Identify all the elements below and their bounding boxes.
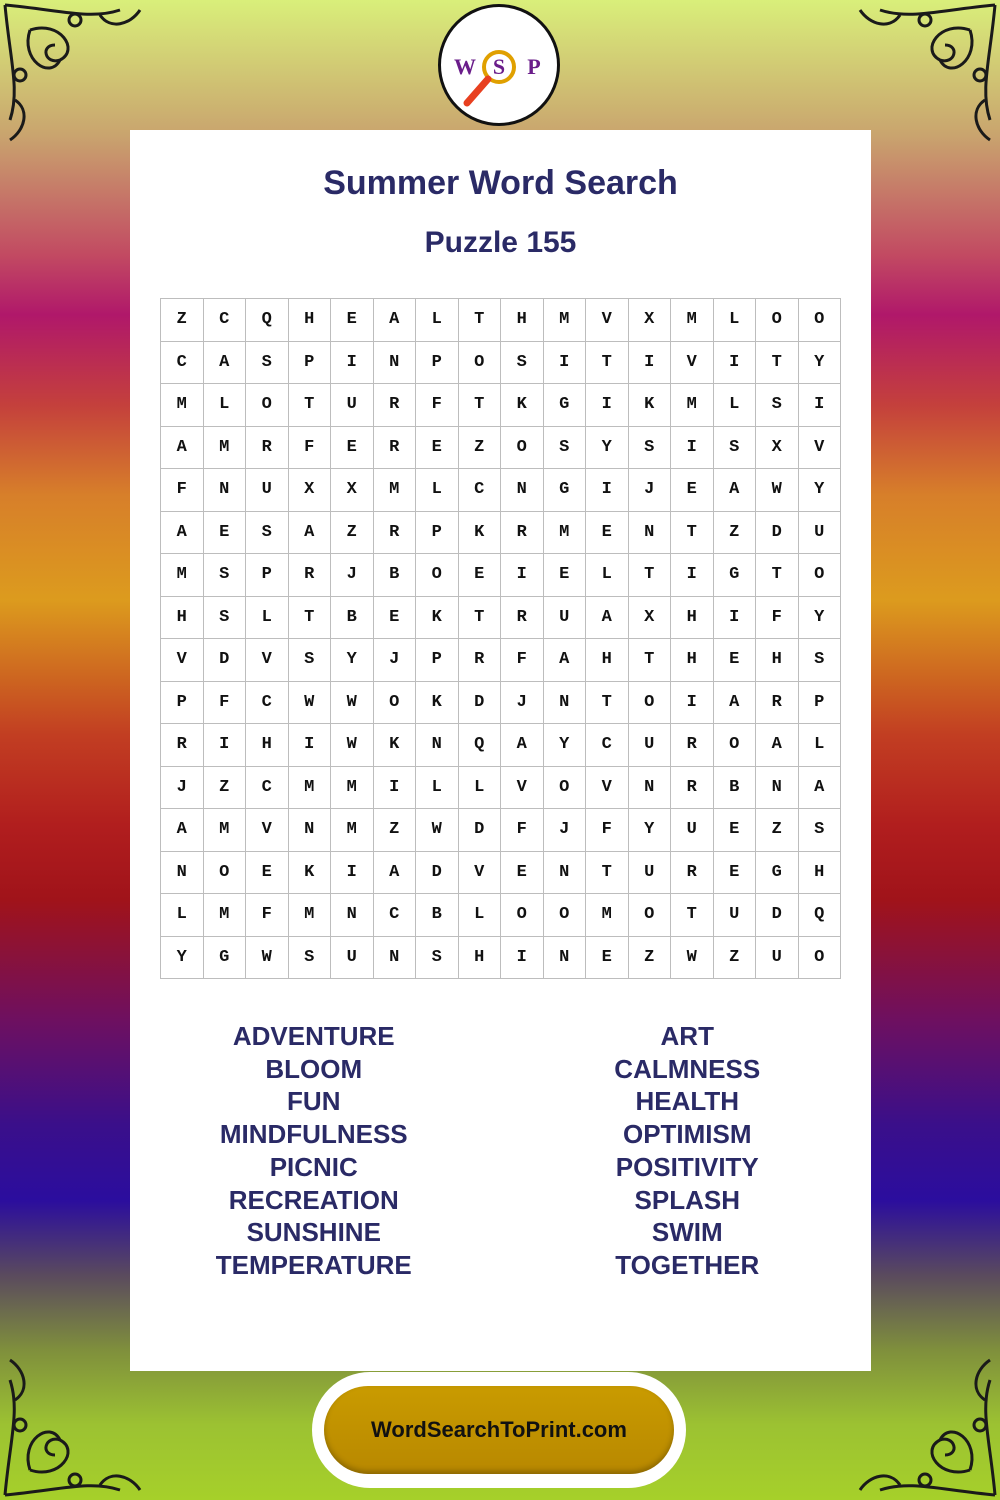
grid-cell[interactable]: U bbox=[629, 724, 672, 767]
grid-cell[interactable]: W bbox=[416, 809, 459, 852]
grid-cell[interactable]: U bbox=[799, 512, 842, 555]
grid-cell[interactable]: J bbox=[501, 682, 544, 725]
grid-cell[interactable]: M bbox=[204, 894, 247, 937]
grid-cell[interactable]: B bbox=[416, 894, 459, 937]
grid-cell[interactable]: M bbox=[289, 767, 332, 810]
grid-cell[interactable]: B bbox=[714, 767, 757, 810]
grid-cell[interactable]: D bbox=[756, 512, 799, 555]
grid-cell[interactable]: N bbox=[629, 767, 672, 810]
grid-cell[interactable]: N bbox=[544, 682, 587, 725]
grid-cell[interactable]: L bbox=[416, 469, 459, 512]
grid-cell[interactable]: G bbox=[204, 937, 247, 980]
grid-cell[interactable]: P bbox=[799, 682, 842, 725]
wsp-logo[interactable] bbox=[438, 4, 560, 126]
grid-cell[interactable]: H bbox=[289, 299, 332, 342]
grid-cell[interactable]: T bbox=[756, 554, 799, 597]
grid-cell[interactable]: C bbox=[374, 894, 417, 937]
grid-cell[interactable]: Z bbox=[459, 427, 502, 470]
grid-cell[interactable]: O bbox=[756, 299, 799, 342]
grid-cell[interactable]: J bbox=[161, 767, 204, 810]
grid-cell[interactable]: V bbox=[671, 342, 714, 385]
grid-cell[interactable]: W bbox=[756, 469, 799, 512]
search-word: RECREATION bbox=[228, 1184, 399, 1215]
grid-cell[interactable]: S bbox=[289, 639, 332, 682]
grid-cell[interactable]: V bbox=[586, 299, 629, 342]
grid-cell[interactable]: T bbox=[586, 342, 629, 385]
grid-cell[interactable]: I bbox=[714, 597, 757, 640]
grid-cell[interactable]: E bbox=[459, 554, 502, 597]
grid-cell[interactable]: Y bbox=[799, 597, 842, 640]
grid-cell[interactable]: P bbox=[161, 682, 204, 725]
grid-cell[interactable]: S bbox=[246, 512, 289, 555]
grid-cell[interactable]: I bbox=[671, 682, 714, 725]
grid-cell[interactable]: N bbox=[289, 809, 332, 852]
grid-cell[interactable]: O bbox=[799, 554, 842, 597]
grid-cell[interactable]: O bbox=[629, 894, 672, 937]
grid-cell[interactable]: K bbox=[501, 384, 544, 427]
grid-cell[interactable]: X bbox=[331, 469, 374, 512]
grid-cell[interactable]: D bbox=[756, 894, 799, 937]
grid-cell[interactable]: R bbox=[374, 512, 417, 555]
grid-cell[interactable]: E bbox=[714, 809, 757, 852]
grid-cell[interactable]: O bbox=[204, 852, 247, 895]
grid-cell[interactable]: N bbox=[204, 469, 247, 512]
grid-cell[interactable]: R bbox=[756, 682, 799, 725]
grid-cell[interactable]: D bbox=[459, 809, 502, 852]
grid-cell[interactable]: I bbox=[586, 384, 629, 427]
grid-cell[interactable]: I bbox=[501, 937, 544, 980]
grid-cell[interactable]: U bbox=[331, 384, 374, 427]
grid-cell[interactable]: R bbox=[671, 767, 714, 810]
grid-cell[interactable]: A bbox=[204, 342, 247, 385]
grid-cell[interactable]: O bbox=[799, 299, 842, 342]
grid-cell[interactable]: L bbox=[459, 767, 502, 810]
grid-cell[interactable]: A bbox=[161, 427, 204, 470]
grid-cell[interactable]: T bbox=[671, 894, 714, 937]
grid-cell[interactable]: S bbox=[204, 597, 247, 640]
grid-cell[interactable]: L bbox=[204, 384, 247, 427]
grid-cell[interactable]: R bbox=[501, 512, 544, 555]
grid-cell[interactable]: I bbox=[374, 767, 417, 810]
grid-cell[interactable]: J bbox=[374, 639, 417, 682]
grid-cell[interactable]: Y bbox=[629, 809, 672, 852]
grid-cell[interactable]: T bbox=[289, 384, 332, 427]
grid-cell[interactable]: I bbox=[671, 427, 714, 470]
grid-cell[interactable]: N bbox=[544, 852, 587, 895]
grid-cell[interactable]: O bbox=[374, 682, 417, 725]
grid-cell[interactable]: H bbox=[161, 597, 204, 640]
grid-cell[interactable]: E bbox=[331, 299, 374, 342]
search-word: POSITIVITY bbox=[615, 1151, 759, 1182]
grid-cell[interactable]: L bbox=[161, 894, 204, 937]
grid-cell[interactable]: S bbox=[416, 937, 459, 980]
grid-cell[interactable]: U bbox=[246, 469, 289, 512]
grid-cell[interactable]: L bbox=[714, 384, 757, 427]
grid-cell[interactable]: E bbox=[586, 937, 629, 980]
grid-cell[interactable]: I bbox=[671, 554, 714, 597]
grid-cell[interactable]: I bbox=[629, 342, 672, 385]
grid-cell[interactable]: B bbox=[331, 597, 374, 640]
grid-cell[interactable]: P bbox=[246, 554, 289, 597]
grid-cell[interactable]: S bbox=[799, 639, 842, 682]
grid-cell[interactable]: H bbox=[671, 597, 714, 640]
letter-grid bbox=[160, 298, 841, 979]
grid-cell[interactable]: R bbox=[459, 639, 502, 682]
grid-cell[interactable]: Y bbox=[161, 937, 204, 980]
grid-cell[interactable]: Z bbox=[331, 512, 374, 555]
grid-cell[interactable]: R bbox=[671, 724, 714, 767]
grid-cell[interactable]: R bbox=[374, 384, 417, 427]
grid-cell[interactable]: P bbox=[416, 342, 459, 385]
search-word: ADVENTURE bbox=[232, 1021, 395, 1051]
grid-cell[interactable]: Z bbox=[629, 937, 672, 980]
grid-cell[interactable]: K bbox=[289, 852, 332, 895]
grid-cell[interactable]: C bbox=[246, 682, 289, 725]
grid-cell[interactable]: Z bbox=[161, 299, 204, 342]
grid-cell[interactable]: N bbox=[756, 767, 799, 810]
grid-cell[interactable]: X bbox=[629, 299, 672, 342]
grid-cell[interactable]: F bbox=[204, 682, 247, 725]
grid-cell[interactable]: E bbox=[714, 852, 757, 895]
grid-cell[interactable]: W bbox=[246, 937, 289, 980]
search-word: BLOOM bbox=[265, 1053, 363, 1084]
grid-cell[interactable]: C bbox=[586, 724, 629, 767]
grid-cell[interactable]: W bbox=[331, 682, 374, 725]
grid-cell[interactable]: F bbox=[501, 809, 544, 852]
search-word: ART bbox=[660, 1021, 714, 1051]
grid-cell[interactable]: M bbox=[204, 809, 247, 852]
grid-cell[interactable]: A bbox=[501, 724, 544, 767]
grid-cell[interactable]: H bbox=[756, 639, 799, 682]
grid-cell[interactable]: H bbox=[459, 937, 502, 980]
grid-cell[interactable]: N bbox=[544, 937, 587, 980]
grid-cell[interactable]: W bbox=[289, 682, 332, 725]
search-word: TOGETHER bbox=[615, 1249, 760, 1280]
grid-cell[interactable]: C bbox=[246, 767, 289, 810]
grid-cell[interactable]: A bbox=[374, 299, 417, 342]
grid-cell[interactable]: I bbox=[544, 342, 587, 385]
word-list-right bbox=[504, 1020, 872, 1282]
grid-cell[interactable]: O bbox=[544, 767, 587, 810]
grid-cell[interactable]: K bbox=[374, 724, 417, 767]
grid-cell[interactable]: E bbox=[246, 852, 289, 895]
grid-cell[interactable]: Z bbox=[714, 937, 757, 980]
search-word: CALMNESS bbox=[614, 1053, 761, 1084]
grid-cell[interactable]: Q bbox=[459, 724, 502, 767]
grid-cell[interactable]: E bbox=[671, 469, 714, 512]
grid-cell[interactable]: D bbox=[416, 852, 459, 895]
logo-letter-p: P bbox=[527, 54, 541, 79]
grid-cell[interactable]: O bbox=[799, 937, 842, 980]
grid-cell[interactable]: F bbox=[161, 469, 204, 512]
grid-cell[interactable]: V bbox=[586, 767, 629, 810]
grid-cell[interactable]: I bbox=[501, 554, 544, 597]
grid-cell[interactable]: N bbox=[629, 512, 672, 555]
puzzle-sheet bbox=[130, 130, 871, 1371]
grid-cell[interactable]: S bbox=[544, 427, 587, 470]
search-word: HEALTH bbox=[635, 1086, 739, 1117]
grid-cell[interactable]: R bbox=[501, 597, 544, 640]
grid-cell[interactable]: V bbox=[501, 767, 544, 810]
grid-cell[interactable]: Y bbox=[799, 342, 842, 385]
grid-cell[interactable]: X bbox=[629, 597, 672, 640]
grid-cell[interactable]: C bbox=[204, 299, 247, 342]
grid-cell[interactable]: T bbox=[289, 597, 332, 640]
grid-cell[interactable]: K bbox=[416, 682, 459, 725]
grid-cell[interactable]: L bbox=[246, 597, 289, 640]
grid-cell[interactable]: S bbox=[629, 427, 672, 470]
puzzle-number: Puzzle 155 bbox=[424, 226, 577, 259]
grid-cell[interactable]: T bbox=[671, 512, 714, 555]
search-word: PICNIC bbox=[269, 1151, 358, 1182]
logo-letter-s: S bbox=[492, 54, 506, 79]
grid-cell[interactable]: L bbox=[586, 554, 629, 597]
page-title: Summer Word Search bbox=[323, 164, 678, 202]
grid-cell[interactable]: T bbox=[459, 597, 502, 640]
corner-ornament-top-left bbox=[0, 0, 150, 150]
grid-cell[interactable]: L bbox=[416, 767, 459, 810]
search-word: SWIM bbox=[651, 1217, 723, 1248]
grid-cell[interactable]: L bbox=[459, 894, 502, 937]
grid-cell[interactable]: A bbox=[586, 597, 629, 640]
grid-cell[interactable]: H bbox=[586, 639, 629, 682]
grid-cell[interactable]: S bbox=[289, 937, 332, 980]
grid-cell[interactable]: O bbox=[629, 682, 672, 725]
grid-cell[interactable]: A bbox=[544, 639, 587, 682]
grid-cell[interactable]: T bbox=[459, 384, 502, 427]
grid-cell[interactable]: O bbox=[544, 894, 587, 937]
grid-cell[interactable]: K bbox=[416, 597, 459, 640]
grid-cell[interactable]: A bbox=[799, 767, 842, 810]
grid-cell[interactable]: F bbox=[756, 597, 799, 640]
grid-cell[interactable]: F bbox=[501, 639, 544, 682]
grid-cell[interactable]: I bbox=[289, 724, 332, 767]
grid-cell[interactable]: Y bbox=[544, 724, 587, 767]
grid-cell[interactable]: S bbox=[501, 342, 544, 385]
grid-cell[interactable]: H bbox=[799, 852, 842, 895]
grid-cell[interactable]: Z bbox=[204, 767, 247, 810]
grid-cell[interactable]: S bbox=[204, 554, 247, 597]
grid-cell[interactable]: O bbox=[714, 724, 757, 767]
grid-cell[interactable]: U bbox=[629, 852, 672, 895]
grid-cell[interactable]: J bbox=[544, 809, 587, 852]
grid-cell[interactable]: P bbox=[289, 342, 332, 385]
grid-cell[interactable]: H bbox=[501, 299, 544, 342]
grid-cell[interactable]: F bbox=[289, 427, 332, 470]
grid-cell[interactable]: S bbox=[756, 384, 799, 427]
grid-cell[interactable]: T bbox=[756, 342, 799, 385]
grid-cell[interactable]: T bbox=[586, 852, 629, 895]
grid-cell[interactable]: K bbox=[629, 384, 672, 427]
grid-cell[interactable]: L bbox=[416, 299, 459, 342]
grid-cell[interactable]: I bbox=[586, 469, 629, 512]
grid-cell[interactable]: M bbox=[289, 894, 332, 937]
grid-cell[interactable]: E bbox=[586, 512, 629, 555]
grid-cell[interactable]: M bbox=[331, 809, 374, 852]
grid-cell[interactable]: D bbox=[204, 639, 247, 682]
grid-cell[interactable]: S bbox=[246, 342, 289, 385]
grid-cell[interactable]: D bbox=[459, 682, 502, 725]
grid-cell[interactable]: P bbox=[416, 512, 459, 555]
grid-cell[interactable]: Z bbox=[374, 809, 417, 852]
grid-cell[interactable]: Q bbox=[799, 894, 842, 937]
grid-cell[interactable]: F bbox=[416, 384, 459, 427]
grid-cell[interactable]: N bbox=[331, 894, 374, 937]
grid-cell[interactable]: S bbox=[714, 427, 757, 470]
grid-cell[interactable]: M bbox=[544, 512, 587, 555]
grid-cell[interactable]: Z bbox=[714, 512, 757, 555]
grid-cell[interactable]: M bbox=[331, 767, 374, 810]
grid-cell[interactable]: G bbox=[544, 384, 587, 427]
logo-letter-w: W bbox=[454, 54, 476, 79]
grid-cell[interactable]: M bbox=[374, 469, 417, 512]
grid-cell[interactable]: O bbox=[501, 427, 544, 470]
word-list bbox=[130, 1020, 871, 1282]
grid-cell[interactable]: N bbox=[501, 469, 544, 512]
search-word: OPTIMISM bbox=[622, 1119, 752, 1150]
word-list-left bbox=[130, 1020, 498, 1282]
grid-cell[interactable]: N bbox=[374, 937, 417, 980]
grid-cell[interactable]: Y bbox=[586, 427, 629, 470]
grid-cell[interactable]: A bbox=[756, 724, 799, 767]
grid-cell[interactable]: C bbox=[161, 342, 204, 385]
grid-cell[interactable]: O bbox=[501, 894, 544, 937]
corner-ornament-bottom-left bbox=[0, 1350, 150, 1500]
grid-cell[interactable]: E bbox=[501, 852, 544, 895]
grid-cell[interactable]: O bbox=[459, 342, 502, 385]
grid-cell[interactable]: U bbox=[756, 937, 799, 980]
grid-cell[interactable]: I bbox=[331, 852, 374, 895]
grid-cell[interactable]: A bbox=[714, 682, 757, 725]
grid-cell[interactable]: A bbox=[714, 469, 757, 512]
grid-cell[interactable]: E bbox=[714, 639, 757, 682]
search-word: TEMPERATURE bbox=[215, 1249, 412, 1280]
grid-cell[interactable]: V bbox=[161, 639, 204, 682]
grid-cell[interactable]: N bbox=[374, 342, 417, 385]
grid-cell[interactable]: U bbox=[544, 597, 587, 640]
grid-cell[interactable]: M bbox=[161, 554, 204, 597]
grid-cell[interactable]: G bbox=[544, 469, 587, 512]
grid-cell[interactable]: J bbox=[331, 554, 374, 597]
grid-cell[interactable]: A bbox=[161, 512, 204, 555]
grid-cell[interactable]: S bbox=[799, 809, 842, 852]
grid-cell[interactable]: H bbox=[671, 639, 714, 682]
grid-cell[interactable]: B bbox=[374, 554, 417, 597]
grid-cell[interactable]: R bbox=[671, 852, 714, 895]
grid-cell[interactable]: O bbox=[416, 554, 459, 597]
grid-cell[interactable]: C bbox=[459, 469, 502, 512]
grid-cell[interactable]: N bbox=[161, 852, 204, 895]
grid-cell[interactable]: T bbox=[629, 554, 672, 597]
grid-cell[interactable]: M bbox=[161, 384, 204, 427]
grid-cell[interactable]: E bbox=[331, 427, 374, 470]
grid-cell[interactable]: M bbox=[544, 299, 587, 342]
grid-cell[interactable]: U bbox=[714, 894, 757, 937]
grid-cell[interactable]: U bbox=[331, 937, 374, 980]
grid-cell[interactable]: K bbox=[459, 512, 502, 555]
grid-cell[interactable]: W bbox=[671, 937, 714, 980]
corner-ornament-top-right bbox=[850, 0, 1000, 150]
grid-cell[interactable]: L bbox=[799, 724, 842, 767]
grid-cell[interactable]: V bbox=[246, 809, 289, 852]
grid-cell[interactable]: F bbox=[586, 809, 629, 852]
grid-cell[interactable]: W bbox=[331, 724, 374, 767]
website-link-button[interactable]: WordSearchToPrint.com bbox=[324, 1386, 674, 1474]
grid-cell[interactable]: I bbox=[331, 342, 374, 385]
grid-cell[interactable]: L bbox=[714, 299, 757, 342]
search-word: MINDFULNESS bbox=[219, 1119, 408, 1150]
grid-cell[interactable]: M bbox=[204, 427, 247, 470]
grid-cell[interactable]: X bbox=[756, 427, 799, 470]
grid-cell[interactable]: V bbox=[459, 852, 502, 895]
grid-cell[interactable]: P bbox=[416, 639, 459, 682]
grid-cell[interactable]: X bbox=[289, 469, 332, 512]
grid-cell[interactable]: E bbox=[544, 554, 587, 597]
grid-cell[interactable]: A bbox=[374, 852, 417, 895]
grid-cell[interactable]: R bbox=[289, 554, 332, 597]
grid-cell[interactable]: F bbox=[246, 894, 289, 937]
grid-cell[interactable]: T bbox=[629, 639, 672, 682]
grid-cell[interactable]: E bbox=[416, 427, 459, 470]
grid-cell[interactable]: V bbox=[246, 639, 289, 682]
grid-cell[interactable]: U bbox=[671, 809, 714, 852]
grid-cell[interactable]: H bbox=[246, 724, 289, 767]
footer-badge bbox=[312, 1372, 686, 1488]
grid-cell[interactable]: R bbox=[161, 724, 204, 767]
grid-cell[interactable]: E bbox=[374, 597, 417, 640]
grid-cell[interactable]: M bbox=[671, 384, 714, 427]
grid-cell[interactable]: I bbox=[714, 342, 757, 385]
grid-cell[interactable]: G bbox=[714, 554, 757, 597]
search-word: SPLASH bbox=[634, 1184, 740, 1215]
grid-cell[interactable]: I bbox=[799, 384, 842, 427]
grid-cell[interactable]: R bbox=[246, 427, 289, 470]
grid-cell[interactable]: J bbox=[629, 469, 672, 512]
grid-cell[interactable]: O bbox=[246, 384, 289, 427]
grid-cell[interactable]: Q bbox=[246, 299, 289, 342]
grid-cell[interactable]: Y bbox=[331, 639, 374, 682]
search-word: SUNSHINE bbox=[246, 1217, 381, 1248]
grid-cell[interactable]: Z bbox=[756, 809, 799, 852]
grid-cell[interactable]: A bbox=[161, 809, 204, 852]
grid-cell[interactable]: A bbox=[289, 512, 332, 555]
grid-cell[interactable]: R bbox=[374, 427, 417, 470]
grid-cell[interactable]: Y bbox=[799, 469, 842, 512]
grid-cell[interactable]: N bbox=[416, 724, 459, 767]
grid-cell[interactable]: M bbox=[586, 894, 629, 937]
grid-cell[interactable]: T bbox=[459, 299, 502, 342]
search-word: FUN bbox=[287, 1086, 341, 1117]
grid-cell[interactable]: I bbox=[204, 724, 247, 767]
corner-ornament-bottom-right bbox=[850, 1350, 1000, 1500]
grid-cell[interactable]: T bbox=[586, 682, 629, 725]
grid-cell[interactable]: E bbox=[204, 512, 247, 555]
grid-cell[interactable]: M bbox=[671, 299, 714, 342]
grid-cell[interactable]: G bbox=[756, 852, 799, 895]
grid-cell[interactable]: V bbox=[799, 427, 842, 470]
